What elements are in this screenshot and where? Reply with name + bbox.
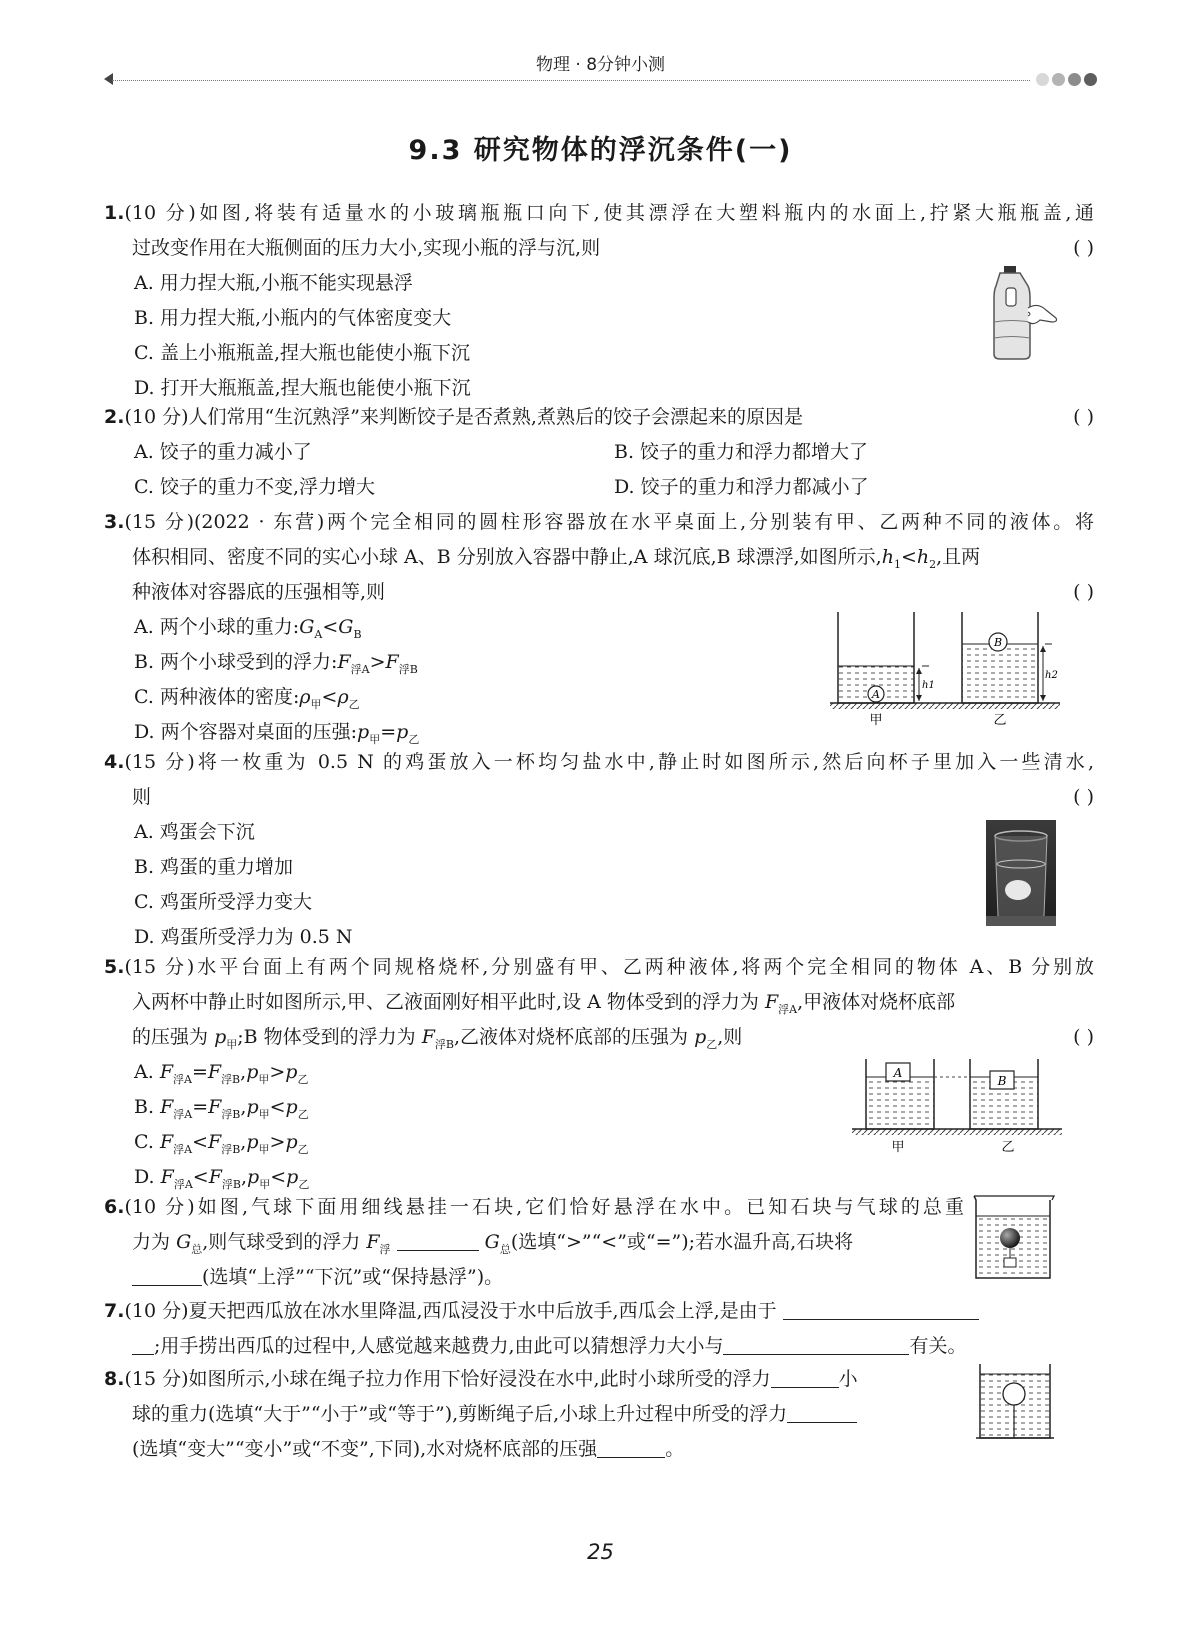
header-dot [1036,73,1049,86]
question-text: (15 分)将一枚重为 0.5 N 的鸡蛋放入一杯均匀盐水中,静止时如图所示,然后向杯子里加入一些清水, [124,751,1094,773]
question-text: 的压强为 [132,1026,209,1048]
question-number: 6. [104,1196,125,1218]
option-d: D. 鸡蛋所受浮力为 0.5 N [134,926,353,948]
question-text: (15 分)如图所示,小球在绳子拉力作用下恰好浸没在水中,此时小球所受的浮力 [124,1368,771,1390]
section-title: 9.3 研究物体的浮沉条件(一) [408,135,793,166]
option-d: D. 打开大瓶瓶盖,捏大瓶也能使小瓶下沉 [134,377,471,399]
h2-label: h2 [1045,670,1058,681]
question-text: (10 分)如图,气球下面用细线悬挂一石块,它们恰好悬浮在水中。已知石块与气球的总重 [124,1196,964,1218]
answer-parentheses: ( ) [1073,1026,1094,1048]
header-dots-decoration [1036,73,1097,86]
option-b: B. 用力捏大瓶,小瓶内的气体密度变大 [134,307,452,329]
option-b: B. 饺子的重力和浮力都增大了 [614,441,869,463]
question-number: 7. [104,1300,125,1322]
question-text: 小 [838,1368,858,1390]
option-a: A. 两个小球的重力$:G_A<G_B$ [134,616,362,641]
question-number: 4. [104,751,125,773]
symbol-h: h [881,546,894,568]
page-number: 25 [587,1540,614,1564]
symbol-h: h [916,546,930,568]
bottle-squeeze-figure [988,264,1063,364]
question-8 [104,1362,964,1467]
answer-blank[interactable] [397,1228,479,1251]
option-a: A. 用力捏大瓶,小瓶不能实现悬浮 [134,272,413,294]
question-number: 8. [104,1368,125,1390]
answer-blank[interactable] [132,1263,202,1286]
container-jia-label: 甲 [869,713,883,728]
question-number: 3. [104,511,125,533]
option-a: A. 饺子的重力减小了 [134,441,312,463]
question-number: 2. [104,406,125,428]
question-text: (10 分)人们常用“生沉熟浮”来判断饺子是否煮熟,煮熟后的饺子会漂起来的原因是 [124,406,803,428]
header-dotted-rule [112,80,1030,81]
answer-blank[interactable] [783,1297,979,1320]
answer-blank[interactable] [723,1332,909,1355]
question-7 [104,1294,1094,1364]
question-text: (选填“>”“<”或“=”);若水温升高,石块将 [510,1231,854,1253]
answer-parentheses: ( ) [1073,786,1094,808]
answer-blank[interactable] [787,1400,857,1423]
question-5: 5.(15 分)水平台面上有两个同规格烧杯,分别盛有甲、乙两种液体,将两个完全相同的物体 A、B 分别放 入两杯中静止时如图所示,甲、乙液面刚好相平此时,设 A 物体受到的浮力为 $F_{浮A}$,甲液体对烧杯底部 的压强为 $p_甲;B$ 物体受到的浮力为 $F_{浮B}$,乙液体对烧杯底部的压强为 $p_乙$,则 ( ) A. $F_{浮A}=F_{浮B},p_甲>p_乙$ B. $F_{浮A}=F_{浮B},p_甲<p_乙$ C. $F_{浮A}<F_{浮B},p_甲>p_乙$ D. $F_{浮A}<F_{浮B},p_甲<p_乙$ [104,950,1094,1195]
header-dot [1068,73,1081,86]
question-text: 入两杯中静止时如图所示,甲、乙液面刚好相平此时,设 A 物体受到的浮力为 [132,991,759,1013]
answer-blank[interactable] [597,1435,665,1458]
question-text: 则 [132,786,152,808]
ball-a-label: A [872,688,880,701]
container-yi-label: 乙 [993,713,1007,728]
question-text: (15 分)(2022 · 东营)两个完全相同的圆柱形容器放在水平桌面上,分别装有甲、乙两种不同的液体。将 [124,511,1094,533]
egg-in-saltwater-photo [986,820,1056,926]
question-text: 过改变作用在大瓶侧面的压力大小,实现小瓶的浮与沉,则 [132,237,601,259]
question-2 [104,400,1094,505]
option-b: B. 两个小球受到的浮力$:F_{浮A}>F_{浮B}$ [134,651,418,676]
answer-parentheses: ( ) [1073,581,1094,603]
ball-b-label: B [993,636,1003,649]
box-a-label: A [893,1066,903,1080]
question-text: 体积相同、密度不同的实心小球 A、B 分别放入容器中静止,A 球沉底,B 球漂浮,如图所示, [132,546,882,568]
question-text: ,乙液体对烧杯底部的压强为 [453,1026,689,1048]
ball-rope-beaker-figure [972,1360,1058,1446]
option-c: C. 鸡蛋所受浮力变大 [134,891,312,913]
option-a: A. 鸡蛋会下沉 [134,821,255,843]
answer-parentheses: ( ) [1073,237,1094,259]
question-text: 力为 [132,1231,171,1253]
header-arrow-icon [104,73,113,85]
option-c: C. 盖上小瓶瓶盖,捏大瓶也能使小瓶下沉 [134,342,470,364]
question-text: 球的重力(选填“大于”“小于”或“等于”),剪断绳子后,小球上升过程中所受的浮力 [132,1403,788,1425]
answer-blank[interactable] [132,1332,154,1355]
question-text: ,则气球受到的浮力 [202,1231,361,1253]
relation: < [900,546,917,568]
subscript: 2 [929,557,937,571]
beaker-jia-label: 甲 [891,1140,905,1155]
option-d: D. 两个容器对桌面的压强$:p_甲=p_乙$ [134,721,420,746]
option-b: B. 鸡蛋的重力增加 [134,856,294,878]
beaker-yi-label: 乙 [1001,1140,1015,1155]
h1-label: h1 [922,680,935,691]
answer-blank[interactable] [771,1365,839,1388]
question-text: 种液体对容器底的压强相等,则 [132,581,386,603]
option-c: C. $F_{浮A}<F_{浮B},p_甲>p_乙$ [134,1131,309,1156]
question-6: 6.(10 分)如图,气球下面用细线悬挂一石块,它们恰好悬浮在水中。已知石块与气球的总重 力为 $G_总$,则气球受到的浮力 $F_浮$ $G_总$(选填“>”“<”或“=”);若水温升高,石块将 (选填“上浮”“下沉”或“保持悬浮”)。 [104,1196,964,1288]
question-text: 。 [665,1438,685,1460]
question-text: (10 分)夏天把西瓜放在冰水里降温,西瓜浸没于水中后放手,西瓜会上浮,是由于 [124,1300,777,1322]
header-title: 物理 · 8分钟小测 [535,55,666,75]
question-1 [104,196,1094,406]
option-c: C. 饺子的重力不变,浮力增大 [134,476,375,498]
question-text: (选填“上浮”“下沉”或“保持悬浮”)。 [202,1266,504,1288]
question-text: ;B 物体受到的浮力为 [237,1026,416,1048]
question-text: ;用手捞出西瓜的过程中,人感觉越来越费力,由此可以猜想浮力大小与 [154,1335,724,1357]
option-d: D. $F_{浮A}<F_{浮B},p_甲<p_乙$ [134,1166,310,1191]
question-text: (选填“变大”“变小”或“不变”,下同),水对烧杯底部的压强 [132,1438,598,1460]
answer-parentheses: ( ) [1073,406,1094,428]
subscript: 1 [893,557,901,571]
option-d: D. 饺子的重力和浮力都减小了 [614,476,869,498]
option-c: C. 两种液体的密度$:\rho_甲<\rho_乙$ [134,686,360,711]
balloon-stone-figure [970,1192,1058,1282]
question-text: ,甲液体对烧杯底部 [797,991,956,1013]
question-text: (10 分)如图,将装有适量水的小玻璃瓶瓶口向下,使其漂浮在大塑料瓶内的水面上,拧紧大瓶瓶盖,通 [124,202,1094,224]
header-dot [1084,73,1097,86]
question-4 [104,745,1094,955]
box-b-label: B [997,1074,1007,1088]
question-text: ,则 [717,1026,743,1048]
question-number: 1. [104,202,125,224]
question-text: 有关。 [909,1335,967,1357]
two-beakers-figure [852,1055,1062,1157]
question-number: 5. [104,956,125,978]
header-dot [1052,73,1065,86]
option-b: B. $F_{浮A}=F_{浮B},p_甲<p_乙$ [134,1096,309,1121]
two-containers-figure [830,610,1060,728]
option-a: A. $F_{浮A}=F_{浮B},p_甲>p_乙$ [134,1061,309,1086]
question-text: (15 分)水平台面上有两个同规格烧杯,分别盛有甲、乙两种液体,将两个完全相同的物体 A、B 分别放 [124,956,1094,978]
question-text: ,且两 [936,546,981,568]
